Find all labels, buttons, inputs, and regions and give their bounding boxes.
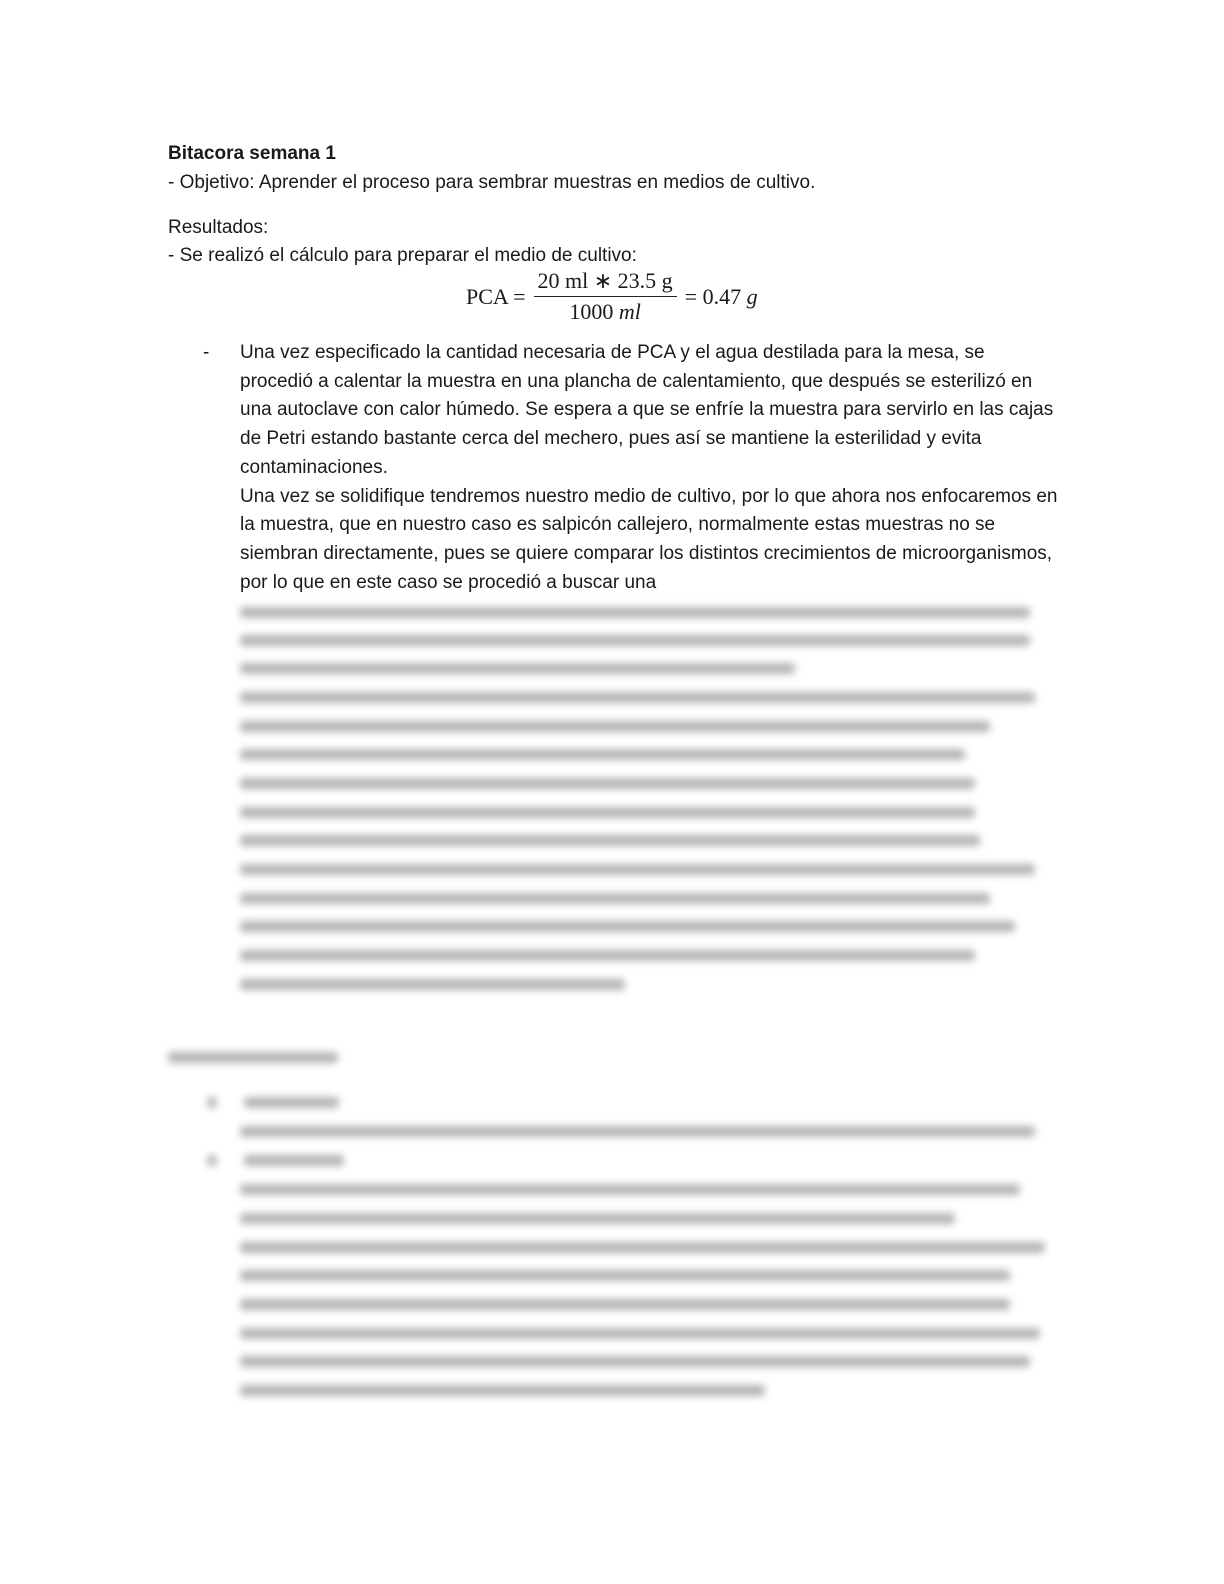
blurred-text-line [240, 835, 980, 846]
blurred-text-line [240, 749, 965, 760]
paragraph-1: Una vez especificado la cantidad necesaria de PCA y el agua destilada para la mesa, se procedió a calentar la muestra en una plancha de calentamiento, que después se esterilizó en una autoclave con calor húmedo. Se espera a que se enfríe la muestra para servirlo en las cajas de Petri estando bastante cerca del mechero, pues así se mantiene la esterilidad y evita contaminaciones. [240, 342, 1054, 478]
blurred-text-line [240, 607, 1030, 618]
blurred-text-line [240, 1299, 1010, 1310]
blurred-text-line [240, 1213, 955, 1224]
blurred-text-line [240, 778, 975, 789]
blurred-text-line [240, 1242, 1045, 1253]
blurred-text-line [240, 1385, 765, 1396]
blurred-text-line [240, 1356, 1030, 1367]
denominator-unit: ml [618, 299, 641, 324]
calc-intro: - Se realizó el cálculo para preparar el medio de cultivo: [168, 245, 637, 266]
paragraph-2: Una vez se solidifique tendremos nuestro medio de cultivo, por lo que ahora nos enfocaremos en la muestra, que en nuestro caso es salpicón callejero, normalmente estas muestras no se siembran directamente, pues se quiere comparar los distintos crecimientos de microorganismos, por lo que en este caso se procedió a buscar una [240, 485, 1058, 593]
blurred-text-line [244, 1097, 339, 1108]
blurred-text-line [240, 1328, 1040, 1339]
formula-denominator [569, 297, 641, 325]
formula-lhs: PCA = [466, 283, 526, 309]
blurred-text-line [244, 1155, 344, 1166]
blurred-text-line [240, 921, 1015, 932]
blurred-text-line [240, 635, 1030, 646]
bullet-dash: - [203, 342, 210, 363]
blurred-text-line [240, 1126, 1035, 1137]
blurred-text-line [240, 721, 990, 732]
section-title-week1: Bitacora semana 1 [168, 143, 336, 164]
blurred-text-line [240, 807, 975, 818]
formula-rhs-unit: g [746, 283, 758, 309]
blurred-text-line [207, 1097, 217, 1108]
results-label: Resultados: [168, 217, 269, 238]
blurred-text-line [240, 864, 1035, 875]
blurred-text-line [240, 692, 1035, 703]
blurred-text-line [168, 1052, 338, 1063]
denominator-value: 1000 [569, 299, 614, 324]
pca-formula [466, 268, 758, 325]
blurred-text-line [240, 1184, 1020, 1195]
blurred-text-line [240, 950, 975, 961]
blurred-text-line [240, 893, 990, 904]
formula-fraction [534, 268, 677, 325]
results-body [240, 339, 1060, 597]
blurred-text-line [240, 1270, 1010, 1281]
blurred-text-line [240, 663, 795, 674]
objective-text: - Objetivo: Aprender el proceso para sembrar muestras en medios de cultivo. [168, 172, 816, 193]
formula-numerator: 20 ml ∗ 23.5 g [534, 268, 677, 297]
blurred-text-line [240, 979, 625, 990]
formula-rhs: = 0.47 [684, 283, 742, 309]
blurred-text-line [207, 1155, 217, 1166]
